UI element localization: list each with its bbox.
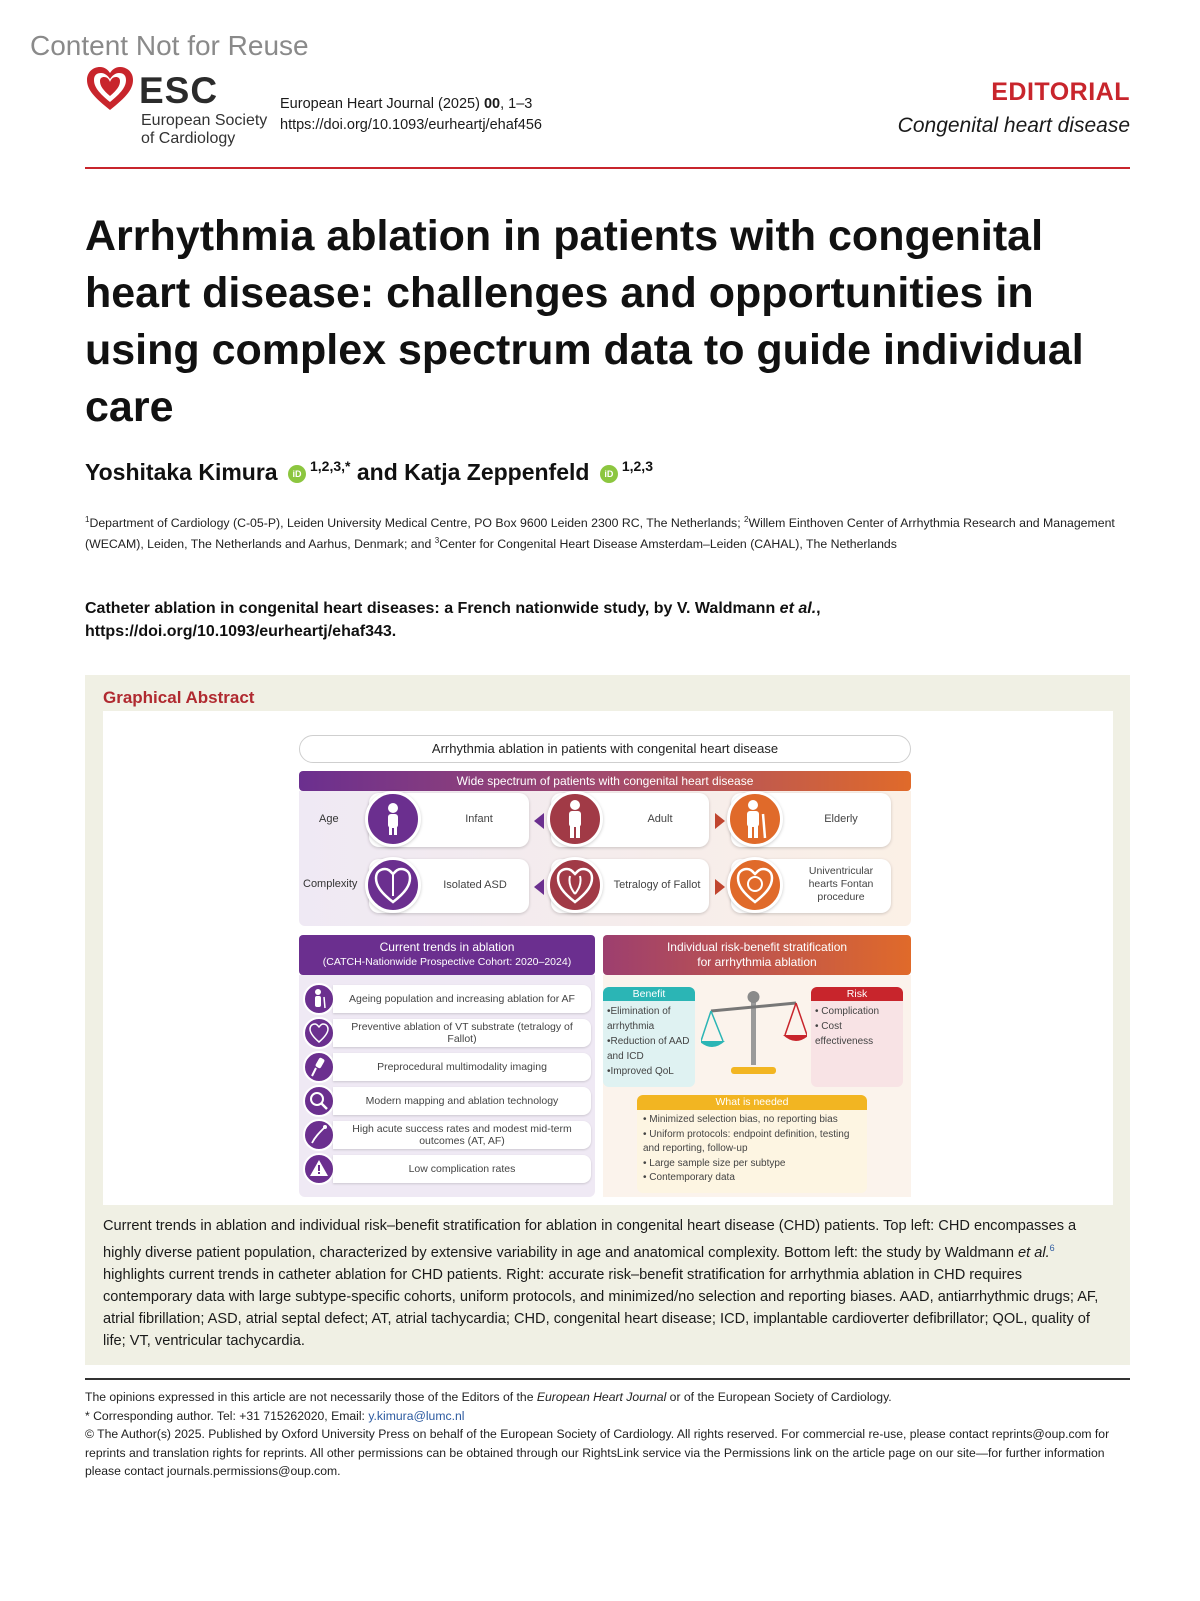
- logo-subtitle-line1: European Society: [141, 112, 268, 129]
- risk-header-line2: for arrhythmia ablation: [697, 955, 817, 969]
- trend-text: Preventive ablation of VT substrate (tetralogy of Fallot): [333, 1019, 591, 1047]
- adult-icon: [547, 791, 603, 847]
- figure-title: Arrhythmia ablation in patients with congenital heart disease: [299, 735, 911, 763]
- orcid-icon[interactable]: iD: [288, 465, 306, 483]
- heart-asd-icon: [365, 857, 421, 913]
- catheter-icon: [303, 1119, 335, 1151]
- citation-pages: , 1–3: [500, 96, 533, 112]
- footer-divider: [85, 1378, 1130, 1380]
- graphical-abstract-caption: [103, 1215, 1115, 1352]
- logo-wordmark: ESC: [139, 70, 219, 111]
- benefit-item: •Improved QoL: [607, 1066, 674, 1077]
- opinion-part1: The opinions expressed in this article are not necessarily those of the Editors of the: [85, 1390, 537, 1404]
- doi-link[interactable]: https://doi.org/10.1093/eurheartj/ehaf456: [280, 117, 542, 133]
- complexity-asd-label: Isolated ASD: [443, 879, 507, 891]
- spectrum-header: Wide spectrum of patients with congenital heart disease: [299, 771, 911, 791]
- ultrasound-probe-icon: [303, 1051, 335, 1083]
- trend-item: [303, 1153, 591, 1185]
- opinion-part2: or of the European Society of Cardiology.: [666, 1390, 892, 1404]
- esc-heart-icon: [85, 66, 135, 114]
- magnifier-icon: [303, 1085, 335, 1117]
- spectrum-panel: [299, 791, 911, 926]
- benefit-box: [603, 987, 695, 1087]
- risk-benefit-panel: [603, 975, 911, 1197]
- esc-logo[interactable]: [85, 66, 275, 156]
- trend-item: [303, 983, 591, 1015]
- affiliations: [85, 511, 1130, 553]
- elderly-icon: [727, 791, 783, 847]
- risk-label: Risk: [811, 987, 903, 1001]
- author-1-affiliations: 1,2,3,*: [309, 458, 351, 474]
- author-line: [85, 458, 653, 486]
- trend-text: Preprocedural multimodality imaging: [333, 1053, 591, 1081]
- email-link[interactable]: y.kimura@lumc.nl: [368, 1408, 465, 1423]
- trend-text: High acute success rates and modest mid-term outcomes (AT, AF): [333, 1121, 591, 1149]
- risk-benefit-header: [603, 935, 911, 975]
- benefit-item: •Reduction of AAD and ICD: [607, 1036, 690, 1062]
- copyright-note: © The Author(s) 2025. Published by Oxford University Press on behalf of the European Society of Cardiology. All rights reserved. For commercial re-use, please contact reprints@oup.com for reprints and translation rights for reprints. All other permissions can be obtained through our RightsLink service via the Permissions link on the article page on our site—for further information please contact journals.permissions@oup.com.: [85, 1427, 1110, 1478]
- article-type: EDITORIAL: [991, 78, 1130, 106]
- infant-icon: [365, 791, 421, 847]
- page-header: [85, 66, 1130, 166]
- affil-1: Department of Cardiology (C-05-P), Leiden University Medical Centre, PO Box 9600 Leiden 2300 RC, The Netherlands;: [89, 516, 745, 530]
- author-conjunction: and: [356, 459, 398, 485]
- trend-text: Ageing population and increasing ablation for AF: [333, 985, 591, 1013]
- trend-item: [303, 1051, 591, 1083]
- author-1[interactable]: Yoshitaka Kimura: [85, 459, 278, 485]
- trend-item: [303, 1017, 591, 1049]
- age-adult-label: Adult: [647, 813, 673, 825]
- risk-list: [815, 1004, 901, 1049]
- author-2[interactable]: Katja Zeppenfeld: [404, 459, 590, 485]
- logo-subtitle-line2: of Cardiology: [141, 130, 236, 147]
- citation-journal: European Heart Journal (2025): [280, 96, 484, 112]
- related-article-etal: et al.: [779, 600, 817, 617]
- corresponding-author: [85, 1407, 1130, 1426]
- footer-notes: [85, 1388, 1130, 1481]
- row-label-complexity: Complexity: [303, 878, 358, 890]
- trends-list: [299, 975, 595, 1197]
- risk-header-line1: Individual risk-benefit stratification: [666, 940, 848, 954]
- benefit-label: Benefit: [603, 987, 695, 1001]
- row-label-age: Age: [319, 813, 339, 825]
- caption-reference[interactable]: 6: [1049, 1243, 1055, 1253]
- caption-part1: Current trends in ablation and individual risk–benefit stratification for ablation in congenital heart disease (CHD) patients. Top left: CHD encompasses a highly diverse patient population, characterized by extensive variability in age and anatomical complexity. Bottom left: the study by Waldmann: [103, 1218, 1077, 1261]
- trends-header-line1: Current trends in ablation: [379, 940, 515, 954]
- citation-volume: 00: [483, 96, 501, 112]
- benefit-item: •Elimination of arrhythmia: [607, 1006, 671, 1032]
- needed-label: What is needed: [637, 1095, 867, 1110]
- trend-text: Modern mapping and ablation technology: [333, 1087, 591, 1115]
- article-title: Arrhythmia ablation in patients with congenital heart disease: challenges and opportunities in using complex spectrum data to guide individual care: [85, 212, 1084, 431]
- arrow-right-icon: [715, 813, 725, 829]
- affil-1-number: 1: [85, 515, 90, 524]
- complexity-tof-label: Tetralogy of Fallot: [613, 879, 701, 891]
- heart-fontan-icon: [727, 857, 783, 913]
- age-infant-label: Infant: [465, 813, 493, 825]
- section-name: Congenital heart disease: [897, 114, 1130, 137]
- watermark: Content Not for Reuse: [30, 30, 309, 61]
- arrow-left-icon: [534, 813, 544, 829]
- elderly-icon: [303, 983, 335, 1015]
- graphical-abstract: [85, 675, 1130, 1365]
- needed-box: [637, 1095, 867, 1193]
- needed-list: [643, 1113, 863, 1186]
- risk-item: • Complication: [815, 1006, 880, 1017]
- needed-item: • Minimized selection bias, no reporting bias: [643, 1114, 838, 1125]
- trends-header-line2: (CATCH-Nationwide Prospective Cohort: 2020–2024): [322, 956, 572, 968]
- heart-tof-icon: [547, 857, 603, 913]
- corresponding-text: * Corresponding author. Tel: +31 715262020, Email:: [85, 1408, 369, 1423]
- arrow-right-icon: [715, 879, 725, 895]
- affil-3-number: 3: [434, 536, 440, 545]
- trends-header: [299, 935, 595, 975]
- orcid-icon[interactable]: iD: [600, 465, 618, 483]
- age-elderly-label: Elderly: [824, 813, 858, 825]
- graphical-abstract-panel: [103, 711, 1113, 1205]
- needed-item: • Uniform protocols: endpoint definition, testing and reporting, follow-up: [643, 1128, 850, 1154]
- benefit-list: [607, 1004, 693, 1079]
- graphical-abstract-label: Graphical Abstract: [103, 688, 255, 707]
- complexity-fontan-label: Univentricular hearts Fontan procedure: [808, 865, 874, 903]
- caption-part2: highlights current trends in catheter ablation for CHD patients. Right: accurate risk–benefit stratification for arrhythmia ablation in CHD requires contemporary data with large subtype-specific cohorts, uniform protocols, and minimized/no selection and reporting biases. AAD, antiarrhythmic drugs; AF, atrial fibrillation; ASD, atrial septal defect; AT, atrial tachycardia; CHD, congenital heart disease; ICD, implantable cardioverter defibrillator; QOL, quality of life; VT, ventricular tachycardia.: [103, 1267, 1099, 1349]
- related-article-text: Catheter ablation in congenital heart diseases: a French nationwide study, by V. Waldmann: [85, 600, 780, 617]
- related-article[interactable]: [85, 597, 1130, 643]
- trend-item: [303, 1119, 591, 1151]
- balance-scale-icon: [701, 989, 807, 1079]
- arrow-left-icon: [534, 879, 544, 895]
- logo-subtitle: [141, 112, 281, 148]
- affil-2: Willem Einthoven Center of Arrhythmia Research and Management (WECAM), Leiden, The Netherlands and Aarhus, Denmark; and: [85, 516, 1115, 551]
- opinion-note: [85, 1388, 1130, 1407]
- trend-text: Low complication rates: [333, 1155, 591, 1183]
- needed-item: • Large sample size per subtype: [643, 1157, 786, 1169]
- warning-icon: [303, 1153, 335, 1185]
- needed-item: • Contemporary data: [643, 1172, 735, 1183]
- header-divider: [85, 167, 1130, 169]
- risk-box: [811, 987, 903, 1087]
- heart-icon: [303, 1017, 335, 1049]
- risk-item: • Cost effectiveness: [815, 1021, 874, 1047]
- opinion-journal: European Heart Journal: [536, 1390, 667, 1404]
- journal-citation: [280, 94, 542, 136]
- trend-item: [303, 1085, 591, 1117]
- author-2-affiliations: 1,2,3: [621, 458, 653, 474]
- affil-2-number: 2: [744, 515, 749, 524]
- related-article-doi[interactable]: , https://doi.org/10.1093/eurheartj/ehaf343.: [85, 600, 821, 640]
- abstract-figure: [299, 735, 911, 1197]
- affil-3: Center for Congenital Heart Disease Amsterdam–Leiden (CAHAL), The Netherlands: [439, 537, 897, 551]
- caption-etal: et al.: [1018, 1245, 1050, 1261]
